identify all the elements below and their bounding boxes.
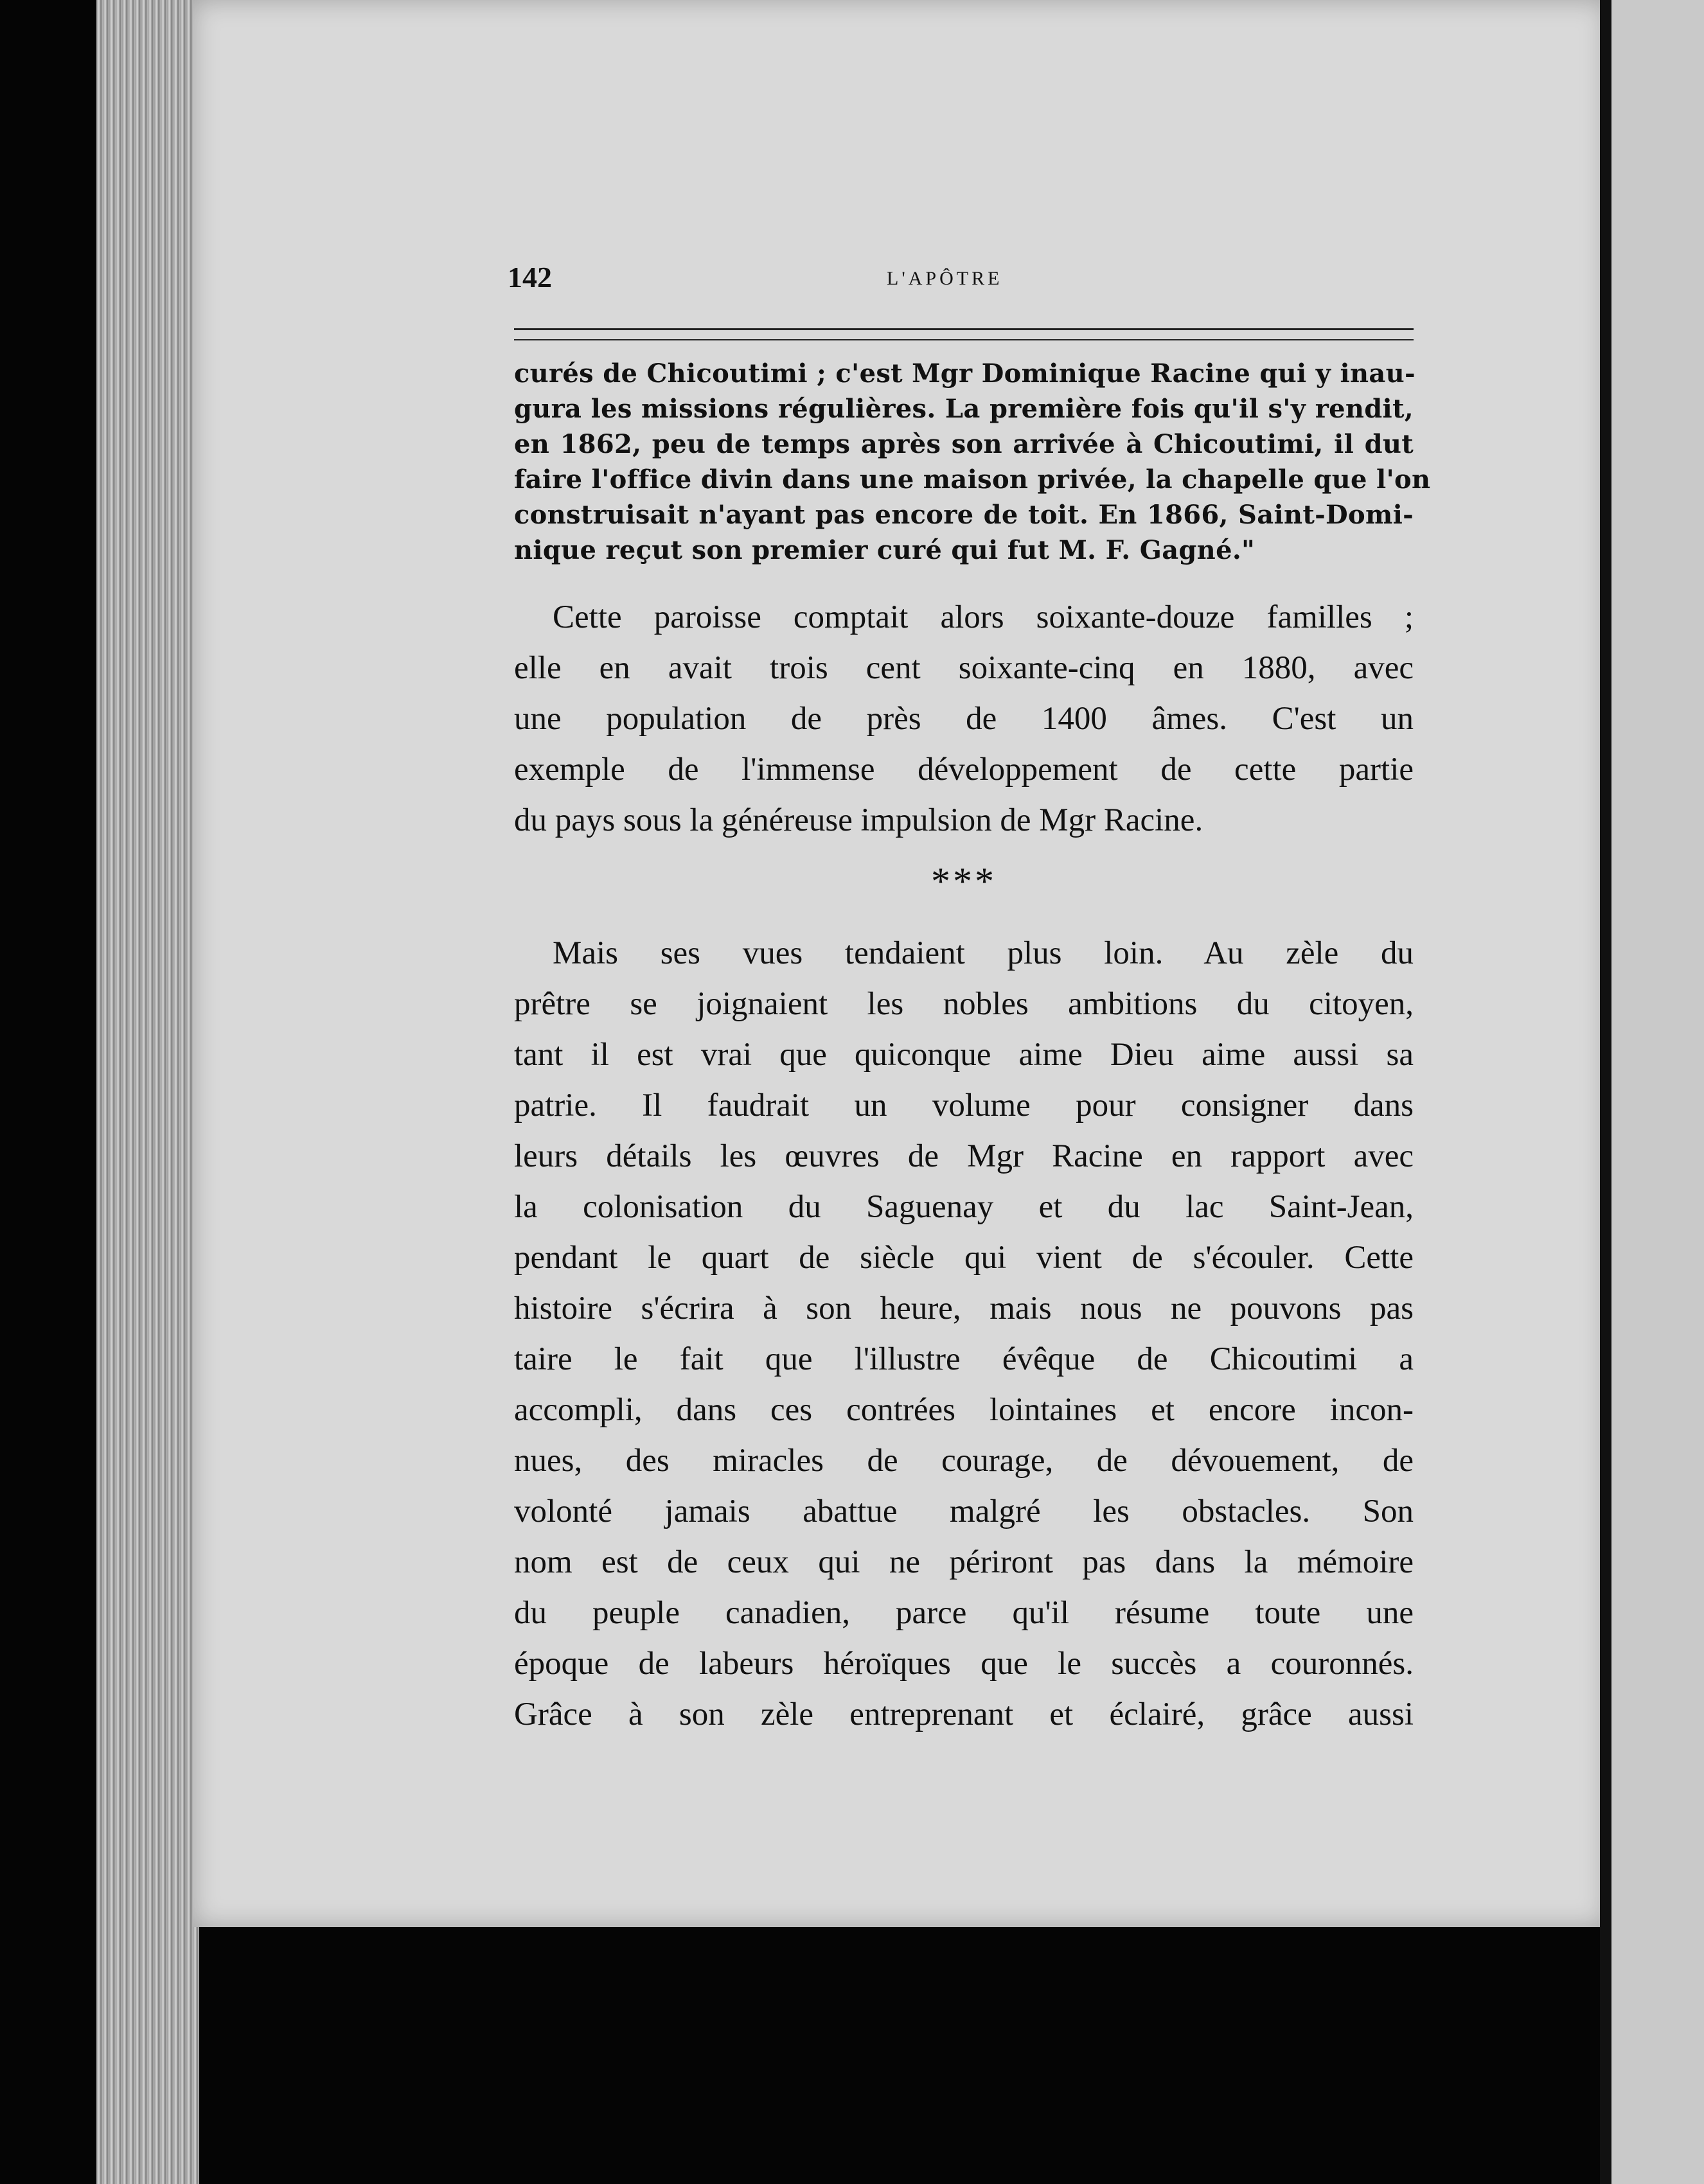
text-line: histoire s'écrira à son heure, mais nous ne pouvons pas [514,1290,1414,1326]
quote-line: en 1862, peu de temps après son arrivée à Chicoutimi, il dut [514,429,1414,459]
text-line: Cette paroisse comptait alors soixante-douze familles ; [553,599,1414,635]
text-line: tant il est vrai que quiconque aime Dieu aime aussi sa [514,1037,1414,1073]
text-line: prêtre se joignaient les nobles ambitions du citoyen, [514,986,1414,1022]
page-number: 142 [508,261,552,294]
text-line: volonté jamais abattue malgré les obstacles. Son [514,1493,1414,1529]
text-line: nues, des miracles de courage, de dévouement, de [514,1443,1414,1479]
quote-line: construisait n'ayant pas encore de toit. En 1866, Saint-Domi- [514,500,1414,530]
text-line: accompli, dans ces contrées lointaines et encore incon- [514,1392,1414,1428]
text-line: Grâce à son zèle entreprenant et éclairé, grâce aussi [514,1696,1414,1732]
text-line: du pays sous la généreuse impulsion de Mgr Racine. [514,802,1203,838]
text-block [508,254,1431,1740]
text-line: leurs détails les œuvres de Mgr Racine en rapport avec [514,1138,1414,1174]
paragraph-1 [514,592,1414,846]
facing-page-edge [1611,0,1704,2184]
asterism-divider: *** [931,860,997,903]
text-line: patrie. Il faudrait un volume pour consigner dans [514,1088,1414,1123]
text-line: pendant le quart de siècle qui vient de s'écouler. Cette [514,1240,1414,1276]
gutter-shadow [1600,0,1613,2184]
running-title: L'APÔTRE [887,268,1003,289]
text-line: la colonisation du Saguenay et du lac Saint-Jean, [514,1189,1414,1225]
text-line: taire le fait que l'illustre évêque de Chicoutimi a [514,1341,1414,1377]
running-head [508,254,1414,305]
quoted-passage [514,356,1431,568]
page-edges [96,0,199,2184]
quote-line: curés de Chicoutimi ; c'est Mgr Dominique Racine qui y inau- [514,358,1416,389]
text-line: elle en avait trois cent soixante-cinq en 1880, avec [514,650,1414,686]
text-line: époque de labeurs héroïques que le succès a couronnés. [514,1646,1414,1682]
text-line: exemple de l'immense développement de cette partie [514,752,1414,788]
text-line: du peuple canadien, parce qu'il résume toute une [514,1595,1414,1631]
quote-line: nique reçut son premier curé qui fut M. F. Gagné." [514,535,1256,565]
text-line: nom est de ceux qui ne périront pas dans la mémoire [514,1544,1414,1580]
text-line: Mais ses vues tendaient plus loin. Au zèle du [553,935,1414,971]
header-rule [514,328,1414,340]
text-line: une population de près de 1400 âmes. C'est un [514,701,1414,737]
paragraph-2 [514,928,1414,1740]
quote-line: gura les missions régulières. La première fois qu'il s'y rendit, [514,394,1414,424]
quote-line: faire l'office divin dans une maison privée, la chapelle que l'on [514,464,1431,495]
